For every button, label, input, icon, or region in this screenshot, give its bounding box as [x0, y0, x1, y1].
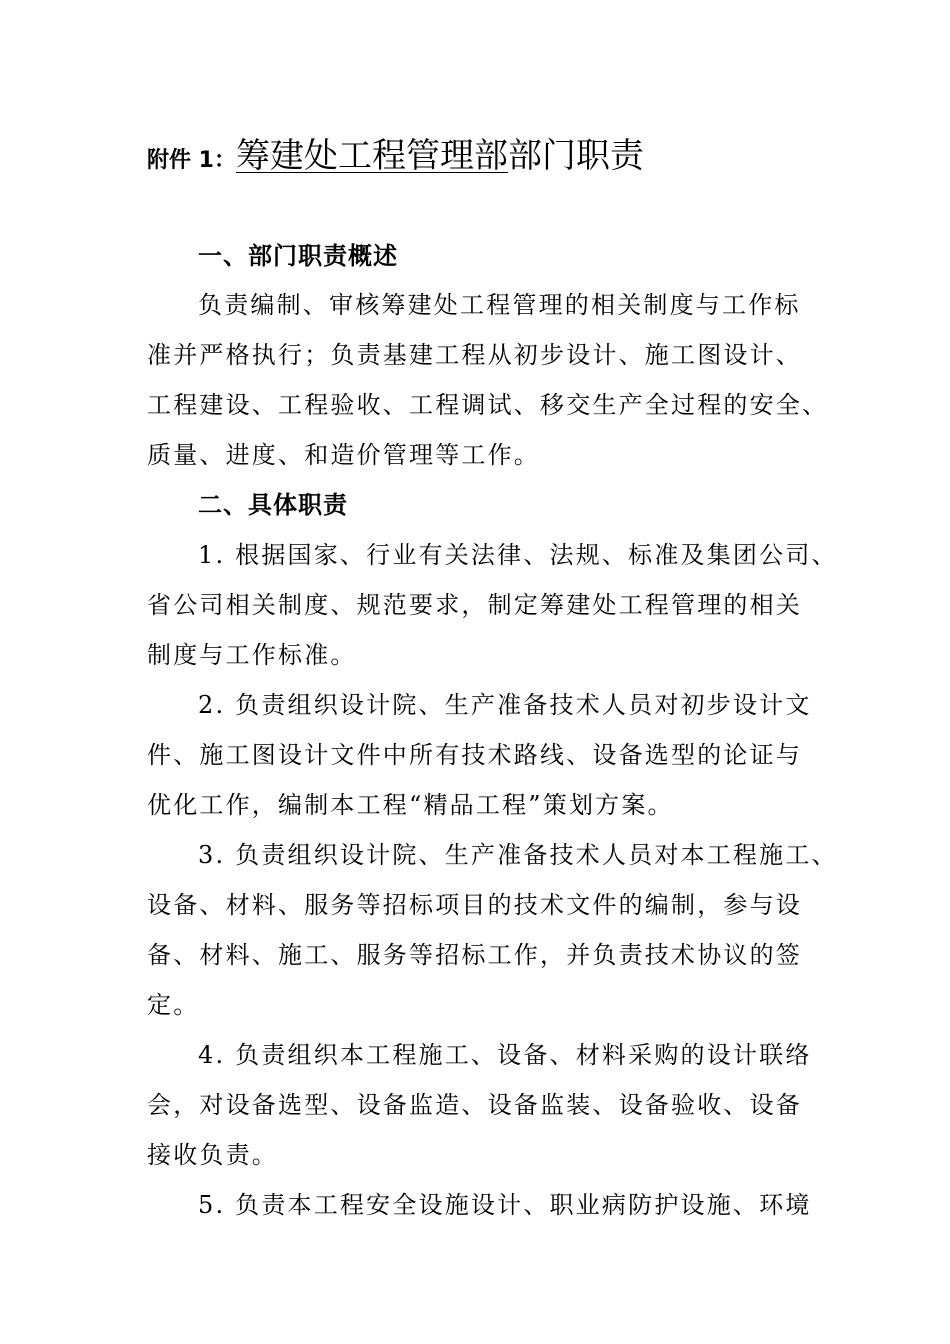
- duty-item-3-line: 备、材料、施工、服务等招标工作，并负责技术协议的签: [147, 941, 802, 969]
- duty-item-4-line: 会，对设备选型、设备监造、设备监装、设备验收、设备: [147, 1091, 802, 1119]
- duty-item-5-line: 5. 负责本工程安全设施设计、职业病防护设施、环境: [198, 1191, 812, 1219]
- document-title: [147, 128, 847, 178]
- paragraph-line: 质量、进度、和造价管理等工作。: [147, 441, 540, 469]
- section-heading-duties: 二、具体职责: [198, 491, 348, 519]
- duty-item-3-line: 3. 负责组织设计院、生产准备技术人员对本工程施工、: [198, 841, 838, 869]
- duty-item-4-line: 接收负责。: [147, 1141, 278, 1169]
- duty-item-1-line: 1. 根据国家、行业有关法律、法规、标准及集团公司、: [198, 541, 838, 569]
- title-department-name: 筹建处工程管理部: [235, 136, 508, 176]
- duty-item-2-line: 优化工作，编制本工程“精品工程”策划方案。: [147, 791, 674, 819]
- duty-item-1-line: 省公司相关制度、规范要求，制定筹建处工程管理的相关: [147, 591, 802, 619]
- duty-item-2-line: 件、施工图设计文件中所有技术路线、设备选型的论证与: [147, 741, 802, 769]
- paragraph-line: 负责编制、审核筹建处工程管理的相关制度与工作标: [198, 291, 801, 319]
- duty-item-2-line: 2. 负责组织设计院、生产准备技术人员对初步设计文: [198, 691, 812, 719]
- title-suffix: 部门职责: [507, 136, 644, 176]
- duty-item-1-line: 制度与工作标准。: [147, 641, 357, 669]
- paragraph-line: 工程建设、工程验收、工程调试、移交生产全过程的安全、: [147, 391, 829, 419]
- duty-item-4-line: 4. 负责组织本工程施工、设备、材料采购的设计联络: [198, 1041, 812, 1069]
- section-heading-overview: 一、部门职责概述: [198, 242, 398, 270]
- paragraph-line: 准并严格执行；负责基建工程从初步设计、施工图设计、: [147, 341, 802, 369]
- duty-item-3-line: 定。: [147, 991, 200, 1019]
- duty-item-3-line: 设备、材料、服务等招标项目的技术文件的编制，参与设: [147, 891, 802, 919]
- title-prefix: 附件 1：: [147, 148, 236, 173]
